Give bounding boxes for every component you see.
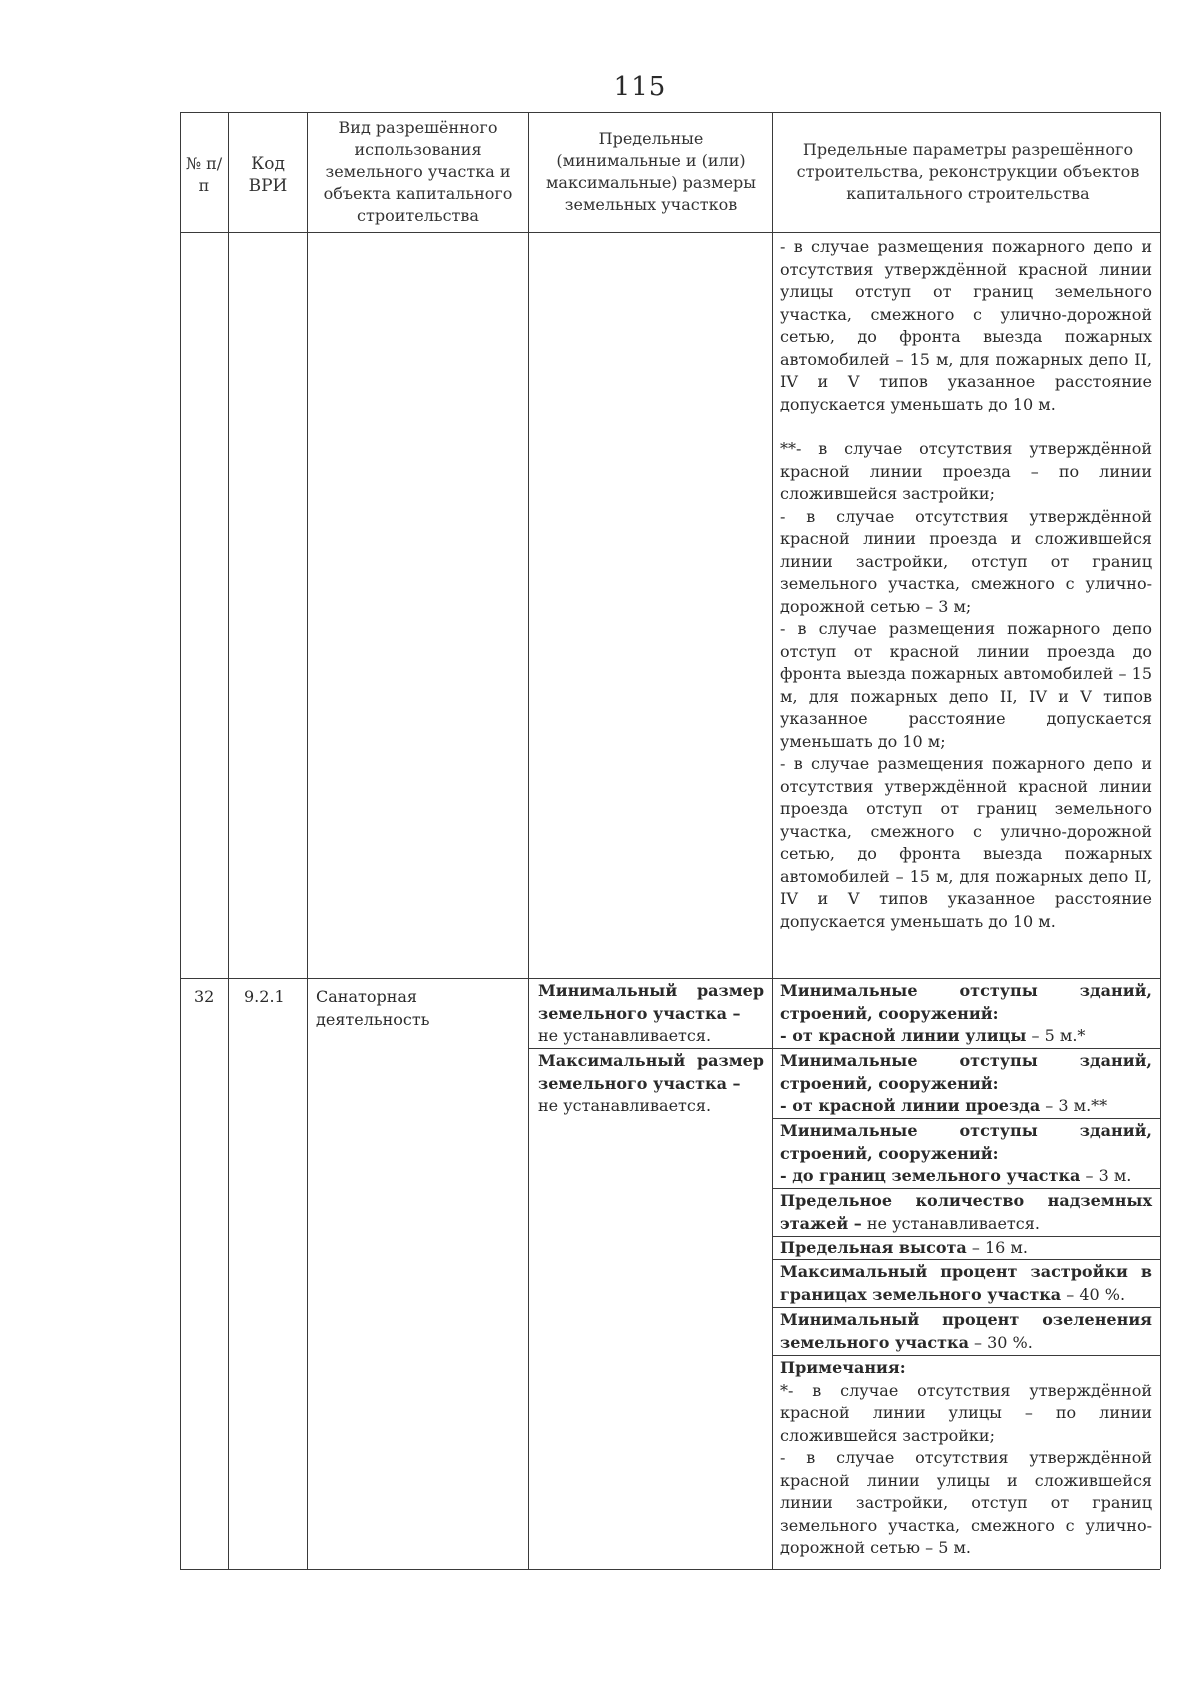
param-line: - от красной линии улицы: [780, 1026, 1027, 1045]
header-plot-sizes: Предельные (минимальные и (или) максимальные) размеры земельных участков: [545, 129, 757, 214]
min-plot-size: [538, 980, 764, 1048]
grid-line: [528, 1048, 772, 1049]
grid-line: [307, 112, 308, 1569]
grid-line: [180, 232, 1160, 233]
grid-line: [772, 1307, 1160, 1308]
row-number: 32: [194, 987, 215, 1006]
param-value: – 30 %.: [968, 1332, 1033, 1352]
param-setback-passage: [780, 1050, 1152, 1118]
param-value: – 3 м.: [1080, 1166, 1132, 1185]
note-paragraph: - в случае размещения пожарного депо отступ от красной линии проезда до фронта выезда пожарных автомобилей – 15 м, для пожарных депо II, IV и V типов указанное расстояние допускается уменьшать до 10 м;: [780, 619, 1152, 751]
param-built-percent: [780, 1261, 1152, 1306]
header-code: Код ВРИ: [248, 154, 288, 196]
param-value: – 16 м.: [966, 1238, 1028, 1257]
param-value: не устанавливается.: [861, 1213, 1040, 1233]
continued-params-cell: [780, 236, 1152, 933]
min-plot-size-value: не устанавливается.: [538, 1026, 712, 1045]
note-paragraph: - в случае размещения пожарного депо и отсутствия утверждённой красной линии улицы отступ от границ земельного участка, смежного с улично-дорожной сетью, до фронта выезда пожарных автомобилей – 15 м, для пожарных депо II, IV и V типов указанное расстояние допускается уменьшать до 10 м.: [780, 237, 1152, 414]
header-num: № п/п: [185, 154, 223, 195]
max-plot-size-value: не устанавливается.: [538, 1096, 712, 1115]
min-plot-size-label: Минимальный размер земельного участка –: [538, 981, 764, 1023]
param-setback-boundary: [780, 1120, 1152, 1188]
param-green-percent: [780, 1309, 1152, 1354]
notes-title: Примечания:: [780, 1358, 906, 1377]
grid-line: [772, 1048, 1160, 1049]
header-use-type: Вид разрешённого использования земельного участка и объекта капитального строительства: [323, 118, 513, 225]
param-height: [780, 1237, 1152, 1260]
note-paragraph: **- в случае отсутствия утверждённой красной линии проезда – по линии сложившейся застройки;: [780, 439, 1152, 503]
grid-line: [1160, 112, 1161, 1569]
param-line: - от красной линии проезда: [780, 1096, 1041, 1115]
grid-line: [772, 1188, 1160, 1189]
grid-line: [772, 112, 773, 1569]
row-code: 9.2.1: [244, 987, 285, 1006]
max-plot-size: [538, 1050, 764, 1118]
grid-line: [772, 1118, 1160, 1119]
param-label: Максимальный процент застройки в границах земельного участка: [780, 1262, 1152, 1304]
grid-line: [772, 1355, 1160, 1356]
grid-line: [180, 112, 1160, 113]
param-value: – 5 м.*: [1026, 1026, 1086, 1045]
grid-line: [180, 978, 1160, 979]
param-floors: [780, 1190, 1152, 1235]
note-paragraph: *- в случае отсутствия утверждённой красной линии улицы – по линии сложившейся застройки;: [780, 1380, 1152, 1445]
notes-cell: [780, 1357, 1152, 1560]
max-plot-size-label: Максимальный размер земельного участка –: [538, 1051, 764, 1093]
header-params: Предельные параметры разрешённого строительства, реконструкции объектов капитального строительства: [796, 140, 1140, 203]
page-number: 115: [613, 72, 667, 102]
grid-line: [180, 112, 181, 1569]
row-use-type: Санаторная деятельность: [316, 987, 430, 1029]
param-label: Предельная высота: [780, 1238, 967, 1257]
note-paragraph: - в случае отсутствия утверждённой красной линии проезда и сложившейся линии застройки, отступ от границ земельного участка, смежного с улично-дорожной сетью – 3 м;: [780, 506, 1152, 616]
param-value: – 40 %.: [1061, 1284, 1126, 1304]
param-label: Минимальные отступы зданий, строений, сооружений:: [780, 981, 1152, 1023]
param-value: – 3 м.**: [1040, 1096, 1108, 1115]
param-label: Минимальный процент озеленения земельного участка: [780, 1310, 1152, 1352]
param-line: - до границ земельного участка: [780, 1166, 1081, 1185]
note-paragraph: - в случае размещения пожарного депо и отсутствия утверждённой красной линии проезда отступ от границ земельного участка, смежного с улично-дорожной сетью, до фронта выезда пожарных автомобилей – 15 м, для пожарных депо II, IV и V типов указанное расстояние допускается уменьшать до 10 м.: [780, 754, 1152, 931]
grid-line: [528, 112, 529, 1569]
param-setback-street: [780, 980, 1152, 1048]
param-label: Предельное количество надземных этажей –: [780, 1191, 1152, 1233]
param-label: Минимальные отступы зданий, строений, сооружений:: [780, 1051, 1152, 1093]
grid-line: [228, 112, 229, 1569]
note-paragraph: - в случае отсутствия утверждённой красной линии улицы и сложившейся линии застройки, отступ от границ земельного участка, смежного с улично-дорожной сетью – 5 м.: [780, 1448, 1152, 1557]
param-label: Минимальные отступы зданий, строений, сооружений:: [780, 1121, 1152, 1163]
grid-line: [180, 1569, 1160, 1570]
